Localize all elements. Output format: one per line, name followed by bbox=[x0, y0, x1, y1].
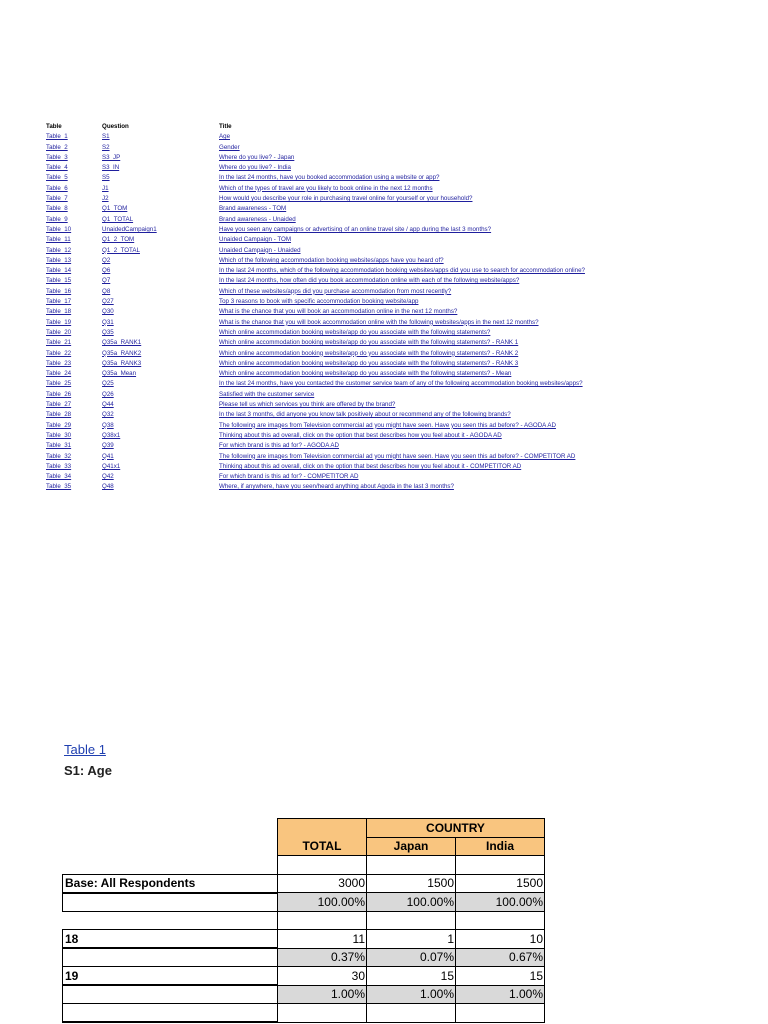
index-row bbox=[46, 297, 585, 307]
japan-header: Japan bbox=[367, 837, 456, 856]
index-table-link[interactable]: Table_6 bbox=[46, 184, 68, 192]
index-title-link[interactable]: For which brand is this ad for? - AGODA AD bbox=[219, 442, 340, 450]
index-question-link[interactable]: Q26 bbox=[102, 390, 114, 398]
index-row bbox=[46, 163, 585, 173]
index-row bbox=[46, 287, 585, 297]
index-question-link[interactable]: Q35 bbox=[102, 328, 114, 336]
index-question-link[interactable]: UnaidedCampaign1 bbox=[102, 225, 157, 233]
index-row bbox=[46, 215, 585, 225]
index-question-link[interactable]: Q30 bbox=[102, 308, 114, 316]
index-title-link[interactable]: Please tell us which services you think are offered by the brand? bbox=[219, 401, 396, 409]
index-question-link[interactable]: Q35a_RANK1 bbox=[102, 339, 142, 347]
base-india: 1500 bbox=[456, 874, 545, 893]
index-table-link[interactable]: Table_14 bbox=[46, 267, 72, 275]
index-row bbox=[46, 431, 585, 441]
index-table-link[interactable]: Table_21 bbox=[46, 339, 72, 347]
index-row bbox=[46, 410, 585, 420]
index-title-link[interactable]: What is the chance that you will book accommodation online with the following websites/apps in the next 12 months? bbox=[219, 318, 539, 326]
index-row bbox=[46, 452, 585, 462]
base-row bbox=[63, 874, 545, 893]
country-header: COUNTRY bbox=[367, 819, 545, 838]
index-question-link[interactable]: Q27 bbox=[102, 298, 114, 306]
index-table-link[interactable]: Table_5 bbox=[46, 174, 68, 182]
base-total: 3000 bbox=[278, 874, 367, 893]
index-table-link[interactable]: Table_8 bbox=[46, 205, 68, 213]
index-row bbox=[46, 441, 585, 451]
index-question-link[interactable]: Q32 bbox=[102, 411, 114, 419]
index-title-link[interactable]: The following are images from Television commercial ad you might have seen. Have you seen this ad before? - COMPETITOR AD bbox=[219, 452, 576, 460]
index-table-link[interactable]: Table_23 bbox=[46, 359, 72, 367]
index-question-link[interactable]: J1 bbox=[102, 184, 109, 192]
header-row-country bbox=[63, 819, 545, 838]
index-table-link[interactable]: Table_25 bbox=[46, 380, 72, 388]
index-title-link[interactable]: Unaided Campaign - TOM bbox=[219, 236, 291, 244]
index-row bbox=[46, 338, 585, 348]
base-pct-india: 100.00% bbox=[456, 893, 545, 912]
index-question-link[interactable]: Q8 bbox=[102, 287, 111, 295]
index-table-link[interactable]: Table_2 bbox=[46, 143, 68, 151]
index-question-link[interactable]: S3_IN bbox=[102, 164, 120, 172]
index-title-link[interactable]: Satisfied with the customer service bbox=[219, 390, 315, 398]
index-row bbox=[46, 246, 585, 256]
index-question-link[interactable]: Q1_TOM bbox=[102, 205, 128, 213]
table-row bbox=[63, 967, 545, 986]
index-title-link[interactable]: In the last 24 months, have you booked accommodation using a website or app? bbox=[219, 174, 440, 182]
index-question-link[interactable]: Q38 bbox=[102, 421, 114, 429]
index-title-link[interactable]: Top 3 reasons to book with specific accommodation booking website/app bbox=[219, 298, 419, 306]
index-table-link[interactable]: Table_28 bbox=[46, 411, 72, 419]
index-header-table: Table bbox=[46, 123, 62, 130]
index-header-question: Question bbox=[102, 123, 129, 130]
total-header: TOTAL bbox=[278, 819, 367, 856]
index-question-link[interactable]: Q41 bbox=[102, 452, 114, 460]
index-table-link[interactable]: Table_7 bbox=[46, 195, 68, 203]
index-question-link[interactable]: Q35a_RANK2 bbox=[102, 349, 142, 357]
index-question-link[interactable]: Q6 bbox=[102, 267, 111, 275]
index-row bbox=[46, 369, 585, 379]
index-question-link[interactable]: Q38x1 bbox=[102, 431, 121, 439]
index-title-link[interactable]: Thinking about this ad overall, click on the option that best describes how you feel about it - COMPETITOR AD bbox=[219, 462, 522, 470]
index-row bbox=[46, 349, 585, 359]
index-table-link[interactable]: Table_17 bbox=[46, 298, 72, 306]
table-1-link[interactable]: Table 1 bbox=[64, 742, 106, 757]
spacer-row bbox=[63, 856, 545, 875]
index-row bbox=[46, 379, 585, 389]
index-question-link[interactable]: S2 bbox=[102, 143, 110, 151]
index-header-title: Title bbox=[219, 123, 232, 130]
index-row bbox=[46, 153, 585, 163]
index-question-link[interactable]: J2 bbox=[102, 195, 109, 203]
index-question-link[interactable]: Q39 bbox=[102, 442, 114, 450]
index-title-link[interactable]: What is the chance that you will book an accommodation online in the next 12 months? bbox=[219, 308, 458, 316]
index-question-link[interactable]: Q44 bbox=[102, 401, 114, 409]
index-table-link[interactable]: Table_35 bbox=[46, 483, 72, 491]
row-india-pct: 0.67% bbox=[456, 948, 545, 967]
index-row bbox=[46, 421, 585, 431]
index-title-link[interactable]: Which online accommodation booking website/app do you associate with the following statements? bbox=[219, 328, 491, 336]
index-title-link[interactable]: Brand awareness - TOM bbox=[219, 205, 287, 213]
index-table-link[interactable]: Table_29 bbox=[46, 421, 72, 429]
index-question-link[interactable]: Q42 bbox=[102, 473, 114, 481]
row-japan: 1 bbox=[367, 930, 456, 949]
index-table-link[interactable]: Table_9 bbox=[46, 215, 68, 223]
row-label: 19 bbox=[63, 967, 278, 986]
index-table-link[interactable]: Table_11 bbox=[46, 236, 71, 244]
index-row bbox=[46, 256, 585, 266]
row-total-pct: 0.37% bbox=[278, 948, 367, 967]
row-total-pct: 1.00% bbox=[278, 985, 367, 1004]
index-row bbox=[46, 276, 585, 286]
row-japan-pct: 0.07% bbox=[367, 948, 456, 967]
index-table-link[interactable]: Table_13 bbox=[46, 256, 72, 264]
table-index bbox=[46, 122, 585, 493]
index-table-link[interactable]: Table_12 bbox=[46, 246, 72, 254]
index-title-link[interactable]: How would you describe your role in purchasing travel online for yourself or your household? bbox=[219, 195, 473, 203]
index-table-link[interactable]: Table_27 bbox=[46, 401, 72, 409]
index-row bbox=[46, 173, 585, 183]
row-japan: 15 bbox=[367, 967, 456, 986]
index-table-link[interactable]: Table_10 bbox=[46, 225, 72, 233]
index-title-link[interactable]: Where, if anywhere, have you seen/heard anything about Agoda in the last 3 months? bbox=[219, 483, 454, 491]
index-question-link[interactable]: Q35a_RANK3 bbox=[102, 359, 142, 367]
index-question-link[interactable]: Q35a_Mean bbox=[102, 370, 137, 378]
index-title-link[interactable]: For which brand is this ad for? - COMPETITOR AD bbox=[219, 473, 359, 481]
index-row bbox=[46, 143, 585, 153]
table-1-subtitle: S1: Age bbox=[64, 763, 112, 778]
index-rows bbox=[46, 132, 585, 492]
index-title-link[interactable]: Gender bbox=[219, 143, 240, 151]
index-row bbox=[46, 132, 585, 142]
index-row bbox=[46, 390, 585, 400]
index-table-link[interactable]: Table_31 bbox=[46, 442, 72, 450]
index-title-link[interactable]: Which of the types of travel are you likely to book online in the next 12 months bbox=[219, 184, 433, 192]
index-row bbox=[46, 194, 585, 204]
index-title-link[interactable]: Thinking about this ad overall, click on the option that best describes how you feel about it - AGODA AD bbox=[219, 431, 502, 439]
index-title-link[interactable]: In the last 24 months, which of the following accommodation booking websites/apps did you use to search for accommodation online? bbox=[219, 267, 585, 275]
table-row-pct bbox=[63, 985, 545, 1004]
index-title-link[interactable]: Brand awareness - Unaided bbox=[219, 215, 296, 223]
index-title-link[interactable]: Which of the following accommodation booking websites/apps have you heard of? bbox=[219, 256, 444, 264]
index-table-link[interactable]: Table_4 bbox=[46, 164, 68, 172]
index-question-link[interactable]: S1 bbox=[102, 133, 110, 141]
index-title-link[interactable]: Age bbox=[219, 133, 231, 141]
index-row bbox=[46, 472, 585, 482]
index-table-link[interactable]: Table_16 bbox=[46, 287, 72, 295]
base-japan: 1500 bbox=[367, 874, 456, 893]
index-question-link[interactable]: Q25 bbox=[102, 380, 114, 388]
index-question-link[interactable]: Q1_2_TOTAL bbox=[102, 246, 140, 254]
row-japan-pct: 1.00% bbox=[367, 985, 456, 1004]
index-question-link[interactable]: Q7 bbox=[102, 277, 111, 285]
base-pct-total: 100.00% bbox=[278, 893, 367, 912]
index-question-link[interactable]: Q1_2_TOM bbox=[102, 236, 135, 244]
index-title-link[interactable]: Unaided Campaign - Unaided bbox=[219, 246, 301, 254]
india-header: India bbox=[456, 837, 545, 856]
index-row bbox=[46, 204, 585, 214]
index-title-link[interactable]: Which online accommodation booking website/app do you associate with the following statements? - RANK 3 bbox=[219, 359, 519, 367]
index-title-link[interactable]: Which online accommodation booking website/app do you associate with the following statements? - RANK 2 bbox=[219, 349, 519, 357]
base-label: Base: All Respondents bbox=[63, 874, 278, 893]
index-question-link[interactable]: Q31 bbox=[102, 318, 114, 326]
row-india: 10 bbox=[456, 930, 545, 949]
index-header-row bbox=[46, 122, 585, 132]
index-title-link[interactable]: Which online accommodation booking website/app do you associate with the following statements? - RANK 1 bbox=[219, 339, 519, 347]
index-table-link[interactable]: Table_20 bbox=[46, 328, 72, 336]
index-question-link[interactable]: S3_JP bbox=[102, 153, 121, 161]
index-table-link[interactable]: Table_18 bbox=[46, 308, 72, 316]
index-row bbox=[46, 400, 585, 410]
row-total: 11 bbox=[278, 930, 367, 949]
index-table-link[interactable]: Table_30 bbox=[46, 431, 72, 439]
index-row bbox=[46, 328, 585, 338]
index-table-link[interactable]: Table_33 bbox=[46, 462, 72, 470]
table-row bbox=[63, 930, 545, 949]
index-row bbox=[46, 462, 585, 472]
row-label: 18 bbox=[63, 930, 278, 949]
index-row bbox=[46, 307, 585, 317]
index-table-link[interactable]: Table_24 bbox=[46, 370, 72, 378]
index-row bbox=[46, 318, 585, 328]
table-row-pct bbox=[63, 948, 545, 967]
index-table-link[interactable]: Table_22 bbox=[46, 349, 72, 357]
index-table-link[interactable]: Table_19 bbox=[46, 318, 72, 326]
index-title-link[interactable]: In the last 24 months, have you contacted the customer service team of any of the following accommodation booking websites/apps? bbox=[219, 380, 583, 388]
index-title-link[interactable]: Where do you live? - India bbox=[219, 164, 291, 172]
crosstab-table bbox=[62, 818, 545, 1023]
index-row bbox=[46, 225, 585, 235]
index-question-link[interactable]: S5 bbox=[102, 174, 110, 182]
index-row bbox=[46, 235, 585, 245]
index-row bbox=[46, 266, 585, 276]
index-table-link[interactable]: Table_15 bbox=[46, 277, 72, 285]
base-pct-row bbox=[63, 893, 545, 912]
index-title-link[interactable]: The following are images from Television commercial ad you might have seen. Have you seen this ad before? - AGODA AD bbox=[219, 421, 556, 429]
index-question-link[interactable]: Q41x1 bbox=[102, 462, 121, 470]
index-table-link[interactable]: Table_26 bbox=[46, 390, 72, 398]
index-title-link[interactable]: Have you seen any campaigns or advertising of an online travel site / app during the last 3 months? bbox=[219, 225, 492, 233]
index-title-link[interactable]: Which online accommodation booking website/app do you associate with the following statements? - Mean bbox=[219, 370, 512, 378]
index-question-link[interactable]: Q2 bbox=[102, 256, 111, 264]
row-total: 30 bbox=[278, 967, 367, 986]
index-table-link[interactable]: Table_34 bbox=[46, 473, 72, 481]
base-pct-japan: 100.00% bbox=[367, 893, 456, 912]
index-row bbox=[46, 482, 585, 492]
spacer-row bbox=[63, 911, 545, 930]
table-row-partial bbox=[63, 1004, 545, 1023]
row-india-pct: 1.00% bbox=[456, 985, 545, 1004]
index-table-link[interactable]: Table_3 bbox=[46, 153, 68, 161]
index-title-link[interactable]: In the last 24 months, how often did you book accommodation online with each of the following website/apps? bbox=[219, 277, 520, 285]
index-row bbox=[46, 359, 585, 369]
index-table-link[interactable]: Table_32 bbox=[46, 452, 72, 460]
index-table-link[interactable]: Table_1 bbox=[46, 133, 68, 141]
index-title-link[interactable]: Where do you live? - Japan bbox=[219, 153, 295, 161]
row-india: 15 bbox=[456, 967, 545, 986]
index-row bbox=[46, 184, 585, 194]
index-question-link[interactable]: Q48 bbox=[102, 483, 114, 491]
index-title-link[interactable]: Which of these websites/apps did you purchase accommodation from most recently? bbox=[219, 287, 452, 295]
index-question-link[interactable]: Q1_TOTAL bbox=[102, 215, 134, 223]
index-title-link[interactable]: In the last 3 months, did anyone you know talk positively about or recommend any of the following brands? bbox=[219, 411, 511, 419]
